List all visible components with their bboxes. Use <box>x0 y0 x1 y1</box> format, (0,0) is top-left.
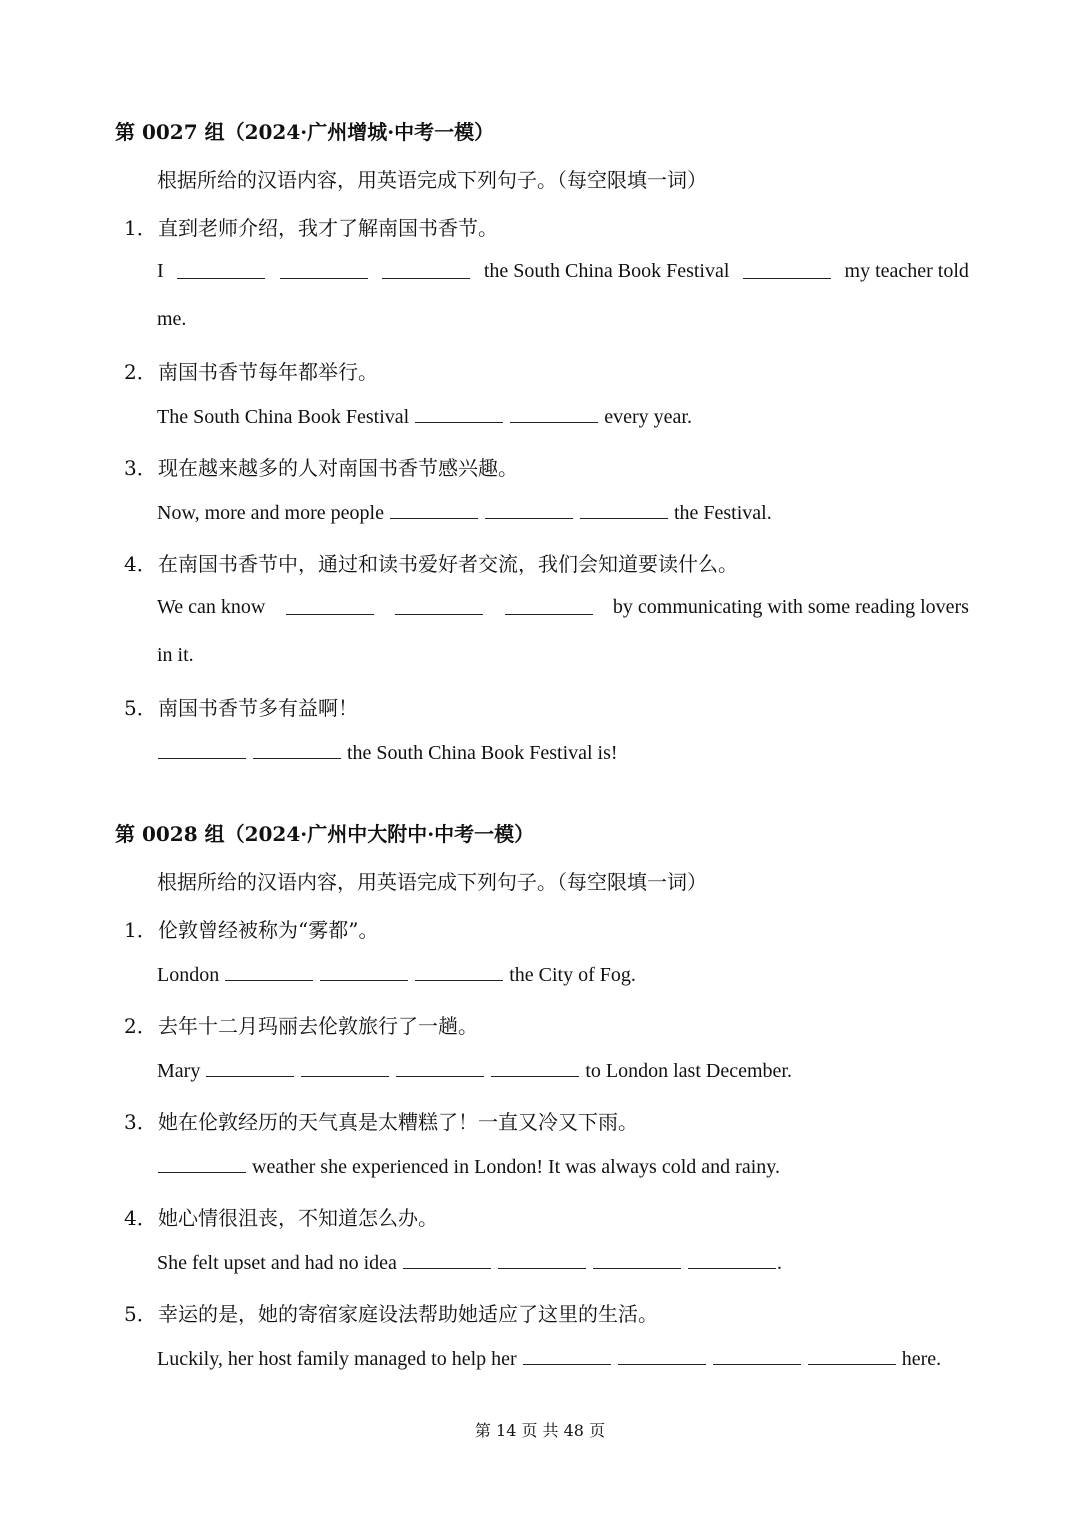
question-cn-2 <box>124 1010 478 1039</box>
question-number: 1． <box>124 216 157 240</box>
answer-blank[interactable] <box>158 740 246 759</box>
answer-line-continued: in it. <box>157 644 194 666</box>
question-cn-5 <box>124 1298 658 1327</box>
answer-text: The South China Book Festival <box>157 406 410 428</box>
answer-blank[interactable] <box>286 596 374 615</box>
answer-text: Now, more and more people <box>157 502 384 524</box>
answer-text: the South China Book Festival <box>483 260 730 282</box>
answer-text: Mary <box>157 1060 201 1082</box>
answer-blank[interactable] <box>498 1250 586 1269</box>
question-text: 南国书香节每年都举行。 <box>158 360 378 384</box>
question-cn-1 <box>124 212 498 241</box>
question-text: 现在越来越多的人对南国书香节感兴趣。 <box>158 456 518 480</box>
answer-text: She felt upset and had no idea <box>157 1252 397 1274</box>
answer-blank[interactable] <box>253 740 341 759</box>
question-cn-2 <box>124 356 378 385</box>
answer-text: to London last December. <box>585 1060 792 1082</box>
answer-text: here. <box>901 1348 942 1370</box>
question-text: 幸运的是，她的寄宿家庭设法帮助她适应了这里的生活。 <box>158 1302 658 1326</box>
answer-line <box>157 596 969 619</box>
answer-text: weather she experienced in London! It was always cold and rainy. <box>252 1156 780 1178</box>
question-cn-4 <box>124 1202 438 1231</box>
answer-line <box>157 404 692 429</box>
question-number: 4． <box>124 552 157 576</box>
answer-blank[interactable] <box>415 962 503 981</box>
question-text: 南国书香节多有益啊！ <box>158 696 358 720</box>
question-number: 1． <box>124 918 157 942</box>
answer-blank[interactable] <box>491 1058 579 1077</box>
answer-blank[interactable] <box>618 1346 706 1365</box>
question-number: 3． <box>124 1110 157 1134</box>
answer-blank[interactable] <box>206 1058 294 1077</box>
answer-line <box>157 260 969 283</box>
answer-blank[interactable] <box>395 596 483 615</box>
answer-blank[interactable] <box>713 1346 801 1365</box>
question-text: 直到老师介绍，我才了解南国书香节。 <box>158 216 498 240</box>
answer-text: my teacher told <box>844 260 969 282</box>
answer-blank[interactable] <box>415 404 503 423</box>
question-text: 她心情很沮丧，不知道怎么办。 <box>158 1206 438 1230</box>
answer-line <box>157 1058 792 1083</box>
question-number: 2． <box>124 360 157 384</box>
answer-text: by communicating with some reading lovers <box>612 596 969 618</box>
question-number: 5． <box>124 696 157 720</box>
answer-blank[interactable] <box>382 260 470 279</box>
question-cn-3 <box>124 452 518 481</box>
answer-text: We can know <box>157 596 266 618</box>
answer-blank[interactable] <box>403 1250 491 1269</box>
answer-blank[interactable] <box>396 1058 484 1077</box>
answer-blank[interactable] <box>593 1250 681 1269</box>
answer-blank[interactable] <box>158 1154 246 1173</box>
answer-blank[interactable] <box>390 500 478 519</box>
question-text: 在南国书香节中，通过和读书爱好者交流，我们会知道要读什么。 <box>158 552 738 576</box>
page-footer: 第 14 页 共 48 页 <box>474 1421 606 1440</box>
answer-text: . <box>776 1252 782 1274</box>
answer-text: every year. <box>604 406 692 428</box>
answer-line <box>157 1250 782 1275</box>
answer-text: London <box>157 964 220 986</box>
question-cn-4 <box>124 548 738 577</box>
answer-line <box>157 1154 780 1179</box>
group-instruction-0027: 根据所给的汉语内容，用英语完成下列句子。（每空限填一词） <box>157 168 707 192</box>
question-cn-3 <box>124 1106 638 1135</box>
answer-blank[interactable] <box>485 500 573 519</box>
answer-blank[interactable] <box>510 404 598 423</box>
answer-blank[interactable] <box>688 1250 776 1269</box>
question-number: 3． <box>124 456 157 480</box>
answer-line <box>157 1346 941 1371</box>
answer-blank[interactable] <box>505 596 593 615</box>
group-title-0028: 第 0028 组（2024·广州中大附中·中考一模） <box>115 822 535 846</box>
answer-blank[interactable] <box>280 260 368 279</box>
question-text: 去年十二月玛丽去伦敦旅行了一趟。 <box>158 1014 478 1038</box>
group-title-0027: 第 0027 组（2024·广州增城·中考一模） <box>115 120 495 144</box>
answer-text: Luckily, her host family managed to help her <box>157 1348 517 1370</box>
answer-blank[interactable] <box>177 260 265 279</box>
answer-line-continued: me. <box>157 308 187 330</box>
answer-blank[interactable] <box>301 1058 389 1077</box>
question-number: 4． <box>124 1206 157 1230</box>
question-cn-5 <box>124 692 358 721</box>
answer-blank[interactable] <box>580 500 668 519</box>
answer-line <box>157 500 772 525</box>
answer-line <box>157 962 636 987</box>
question-cn-1 <box>124 914 378 943</box>
answer-text: the City of Fog. <box>509 964 636 986</box>
answer-line <box>157 740 618 765</box>
answer-text: the Festival. <box>673 502 772 524</box>
answer-text: the South China Book Festival is! <box>347 742 618 764</box>
answer-blank[interactable] <box>743 260 831 279</box>
question-text: 伦敦曾经被称为“雾都”。 <box>158 918 379 942</box>
group-instruction-0028: 根据所给的汉语内容，用英语完成下列句子。（每空限填一词） <box>157 870 707 894</box>
answer-blank[interactable] <box>808 1346 896 1365</box>
answer-blank[interactable] <box>523 1346 611 1365</box>
question-text: 她在伦敦经历的天气真是太糟糕了！一直又冷又下雨。 <box>158 1110 638 1134</box>
question-number: 2． <box>124 1014 157 1038</box>
question-number: 5． <box>124 1302 157 1326</box>
answer-text: I <box>157 260 164 282</box>
answer-blank[interactable] <box>225 962 313 981</box>
answer-blank[interactable] <box>320 962 408 981</box>
